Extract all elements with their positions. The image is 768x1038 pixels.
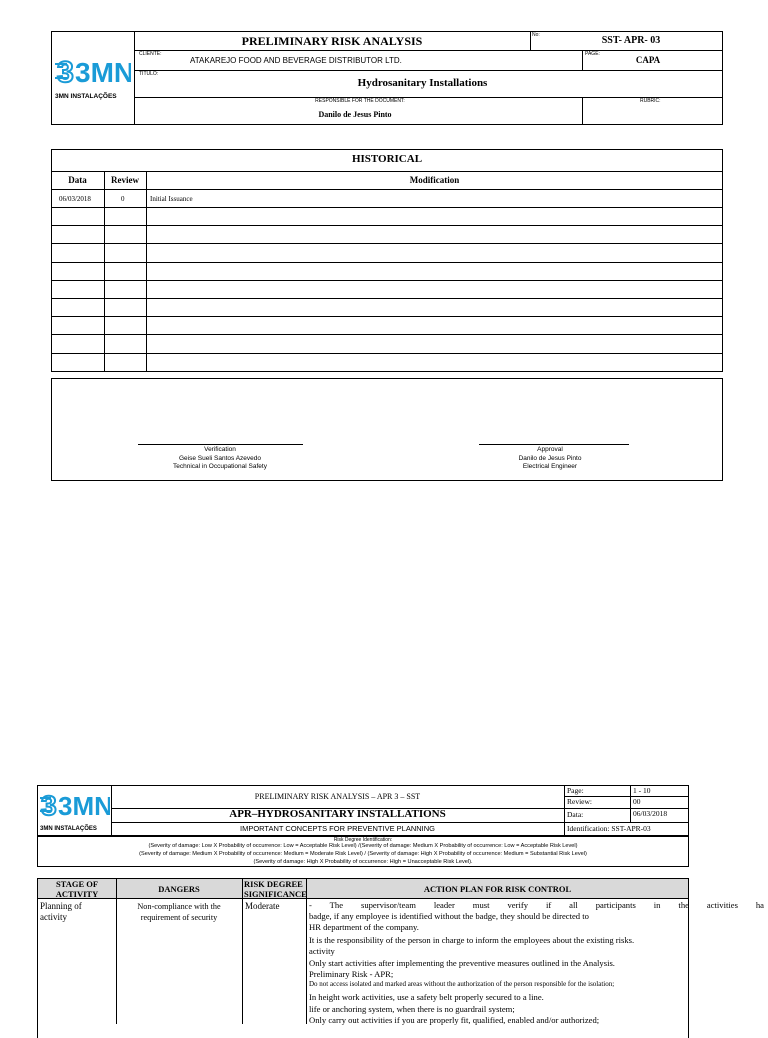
table-row xyxy=(51,281,723,299)
row-data: 06/03/2018 xyxy=(59,195,91,203)
document-subject: Hydrosanitary Installations xyxy=(357,77,488,89)
table-row xyxy=(51,226,723,244)
apr-data-label: Data: xyxy=(567,810,584,819)
table-row xyxy=(51,299,723,317)
apr-review-value: 00 xyxy=(633,797,641,806)
verification-name: Geise Sueli Santos Azevedo xyxy=(178,455,262,462)
client-label: CLIENTE: xyxy=(139,51,162,57)
table-row xyxy=(51,354,723,372)
apr-title: APR–HYDROSANITARY INSTALLATIONS xyxy=(229,808,446,820)
title-label: TÍTULO: xyxy=(139,71,159,77)
number-label: No: xyxy=(532,32,540,38)
action-line: Preliminary Risk - APR; xyxy=(309,969,394,979)
page-value: CAPA xyxy=(635,55,661,65)
row-review: 0 xyxy=(121,195,125,203)
action-line: life or anchoring system, when there is no guardrail system; xyxy=(309,1004,515,1014)
page-label: PAGE: xyxy=(585,51,600,57)
client-name: ATAKAREJO FOOD AND BEVERAGE DISTRIBUTOR LTD. xyxy=(190,56,402,65)
apr-identification: Identification: SST-APR-03 xyxy=(567,824,651,833)
apr-review-label: Review: xyxy=(567,797,592,806)
col-review: Review xyxy=(111,175,139,185)
document-title: PRELIMINARY RISK ANALYSIS xyxy=(241,34,423,48)
action-line: badge, if any employee is identified without the badge, they should be directed to xyxy=(309,911,589,921)
apr-page-label: Page: xyxy=(567,786,584,795)
apr-data-value: 06/03/2018 xyxy=(633,809,668,818)
action-line: activity xyxy=(309,946,335,956)
apr-page-value: 1 - 10 xyxy=(633,786,651,795)
apr-heading: PRELIMINARY RISK ANALYSIS – APR 3 – SST xyxy=(254,792,421,801)
action-line: HR department of the company. xyxy=(309,922,419,932)
col-modification: Modification xyxy=(409,175,460,185)
col-risk: RISK DEGREE SIGNIFICANCE xyxy=(244,879,307,899)
document-number: SST- APR- 03 xyxy=(601,35,661,46)
action-line: Do not access isolated and marked areas without the authorization of the person responsible for the isolation; xyxy=(309,980,615,988)
table-row xyxy=(51,190,723,208)
risk-line-1: (Severity of damage: Low X Probability of occurrence: Low = Acceptable Risk Level) /(Severity of damage: Medium X Probability of occurrence: Low = Acceptable Risk Level) xyxy=(148,843,578,849)
col-action: ACTION PLAN FOR RISK CONTROL xyxy=(423,884,572,894)
logo-mark-icon xyxy=(40,790,110,820)
approval-label: Approval xyxy=(537,446,563,453)
action-line: Only start activities after implementing the preventive measures outlined in the Analysis. xyxy=(309,958,615,968)
verification-label: Verification xyxy=(204,446,236,453)
col-data: Data xyxy=(68,175,87,185)
col-dangers: DANGERS xyxy=(158,884,200,894)
rubric-label: RUBRIC: xyxy=(640,98,661,104)
verification-role: Technical in Occupational Safety xyxy=(173,463,267,470)
responsible-label: RESPONSIBLE FOR THE DOCUMENT: xyxy=(315,98,405,104)
table-row xyxy=(51,336,723,354)
row-modification: Initial Issuance xyxy=(150,195,193,203)
company-logo xyxy=(55,55,131,101)
logo-subtext: 3MN INSTALAÇÕES xyxy=(40,826,97,832)
approval-name: Danilo de Jesus Pinto xyxy=(518,455,582,462)
apr-logo xyxy=(40,790,110,834)
table-row xyxy=(51,245,723,263)
apr-subtitle: IMPORTANT CONCEPTS FOR PREVENTIVE PLANNING xyxy=(239,824,436,833)
risk-line-2: (Severity of damage: Medium X Probability of occurrence: Medium = Moderate Risk Level) / (Severity of damage: High X Probability of occurrence: Medium = Substantial Risk Level) xyxy=(139,851,587,857)
svg-text:3: 3 xyxy=(57,56,74,87)
risk-line-3: (Severity of damage: High X Probability of occurrence: High = Unacceptable Risk Level). xyxy=(253,859,473,865)
col-stage: STAGE OF ACTIVITY xyxy=(55,879,99,899)
table-row xyxy=(51,317,723,335)
action-line: In height work activities, use a safety belt properly secured to a line. xyxy=(309,992,544,1002)
table-row xyxy=(51,263,723,281)
risk-title: Risk Degree Identification: xyxy=(333,837,393,843)
row-danger: Non-compliance with the requirement of security xyxy=(137,902,221,922)
responsible-name: Danilo de Jesus Pinto xyxy=(318,110,392,119)
row-stage: Planning of activity xyxy=(40,901,82,922)
svg-text:3MN: 3MN xyxy=(58,791,110,820)
logo-mark-icon xyxy=(55,55,131,87)
action-line: Only carry out activities if you are properly fit, qualified, enabled and/or authorized; xyxy=(309,1015,600,1025)
row-risk: Moderate xyxy=(245,901,280,911)
action-line: It is the responsibility of the person in charge to inform the employees about the existing risks. xyxy=(309,935,635,945)
svg-text:3MN: 3MN xyxy=(75,57,131,87)
approval-role: Electrical Engineer xyxy=(522,463,578,470)
svg-text:3: 3 xyxy=(41,790,57,820)
action-line: - The supervisor/team leader must verify if all participants in the activities ha xyxy=(309,900,764,910)
table-row xyxy=(51,208,723,226)
historical-title: HISTORICAL xyxy=(351,153,423,165)
logo-subtext: 3MN INSTALAÇÕES xyxy=(55,93,117,100)
